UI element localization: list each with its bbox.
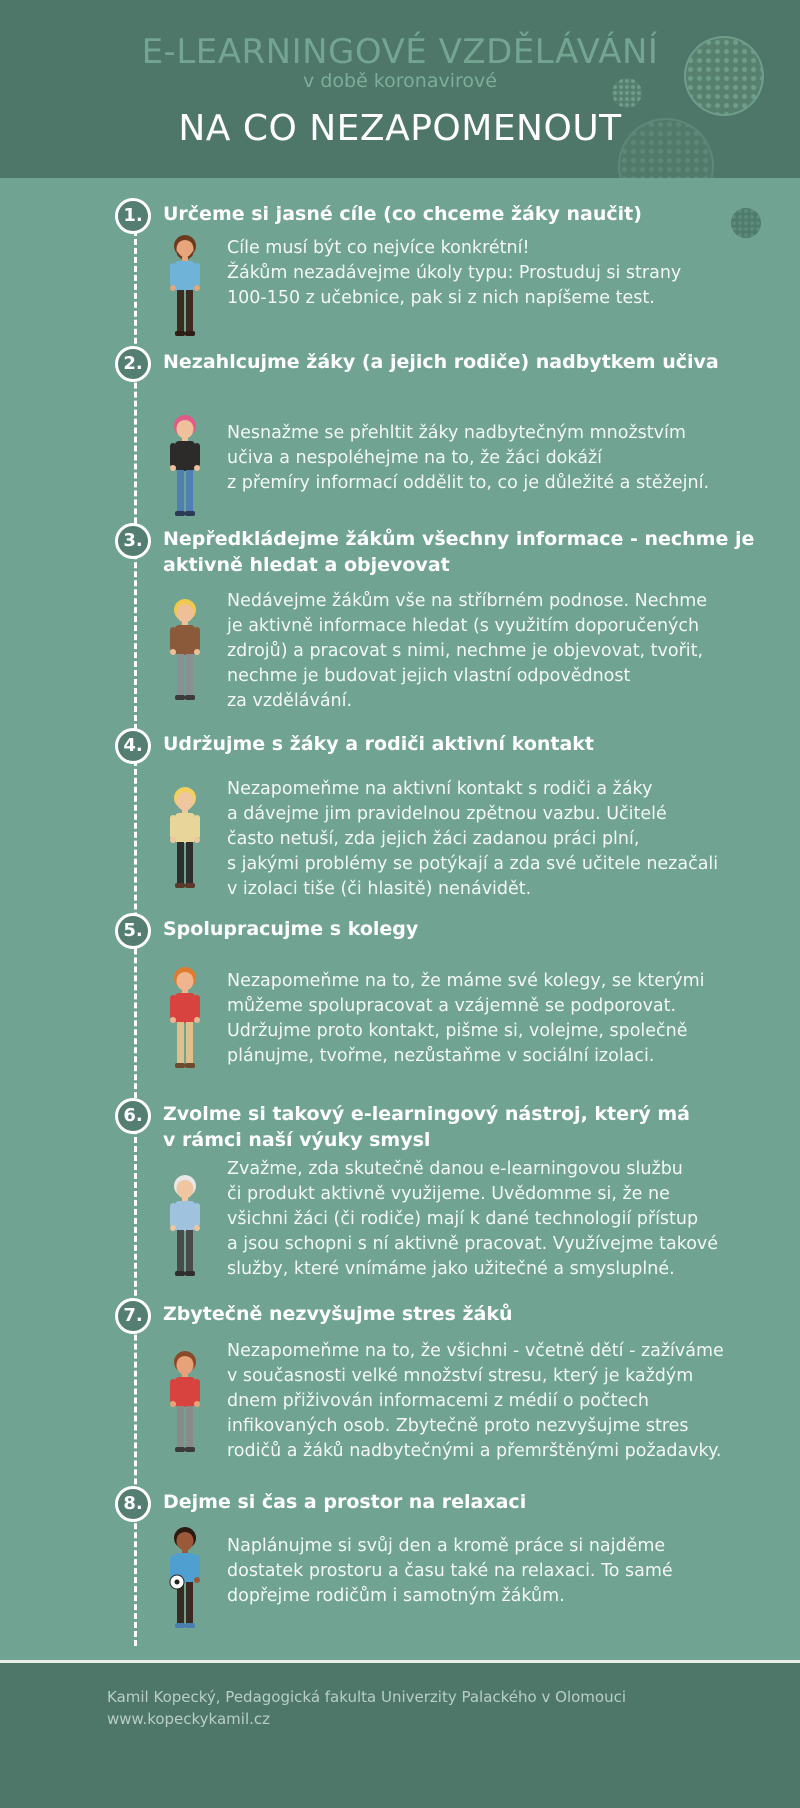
- step-title-line: Nepředkládejme žákům všechny informace - nechme je: [163, 528, 755, 550]
- step-description-line: Naplánujme si svůj den a kromě práce si najděme: [227, 1536, 666, 1556]
- step-title-line: Spolupracujme s kolegy: [163, 918, 419, 940]
- step-number-badge: 2.: [115, 346, 151, 382]
- step-description-line: s jakými problémy se potýkají a zda své učitele nezačali: [227, 854, 719, 874]
- person-torso: [175, 261, 195, 291]
- footer-website-link[interactable]: www.kopeckykamil.cz: [107, 1710, 271, 1728]
- header-main-title: NA CO NEZAPOMENOUT: [178, 108, 622, 149]
- step-title-line: Udržujme s žáky a rodiči aktivní kontakt: [163, 733, 595, 755]
- step-number-badge: 7.: [115, 1298, 151, 1334]
- person-hand-right: [194, 649, 200, 655]
- step-description: [227, 421, 787, 496]
- step-description-line: z přemíry informací oddělit to, co je důležité a stěžejní.: [227, 473, 710, 493]
- step-description: [227, 969, 787, 1069]
- step-description: [227, 1157, 787, 1282]
- person-shoe-right: [185, 331, 195, 336]
- person-shoe-right: [185, 695, 195, 700]
- step-title: [163, 201, 783, 227]
- step-number-badge: 6.: [115, 1098, 151, 1134]
- person-arm-right: [194, 263, 200, 287]
- person-hand-right: [194, 1401, 200, 1407]
- person-leg-right: [186, 842, 193, 884]
- person-shoe-left: [175, 695, 185, 700]
- person-hand-right: [194, 465, 200, 471]
- person-shoe-left: [175, 1271, 185, 1276]
- step-description-line: Nezapomeňme na aktivní kontakt s rodiči a žáky: [227, 779, 653, 799]
- person-illustration: [167, 1526, 203, 1634]
- step-description-line: v současnosti velké množství stresu, který je každým: [227, 1366, 694, 1386]
- step-title-line: Zvolme si takový e-learningový nástroj, který má: [163, 1103, 690, 1125]
- step-description-line: Udržujme proto kontakt, pišme si, volejme, společně: [227, 1021, 688, 1041]
- person-arm-right: [194, 815, 200, 839]
- person-hand-right: [194, 1225, 200, 1231]
- step-title: [163, 1489, 783, 1515]
- step-description-line: plánujme, tvořme, nezůstaňme v sociální izolaci.: [227, 1046, 655, 1066]
- header-subtitle: v době koronavirové: [303, 70, 497, 92]
- step-description: [227, 589, 787, 714]
- step-number-badge: 4.: [115, 728, 151, 764]
- step-number-badge: 3.: [115, 523, 151, 559]
- person-arm-right: [194, 1203, 200, 1227]
- step-description: [227, 777, 787, 902]
- person-illustration: [167, 1350, 203, 1458]
- step-title-line: Dejme si čas a prostor na relaxaci: [163, 1491, 527, 1513]
- person-shoe-left: [175, 883, 185, 888]
- step-number-badge: 1.: [115, 198, 151, 234]
- person-leg-left: [177, 1406, 184, 1448]
- person-arm-left: [170, 263, 176, 287]
- person-leg-left: [177, 654, 184, 696]
- step-description-line: dnem přiživován informacemi z médií o počtech: [227, 1391, 649, 1411]
- footer-author: Kamil Kopecký, Pedagogická fakulta Univerzity Palackého v Olomouci: [107, 1688, 626, 1706]
- person-leg-right: [186, 654, 193, 696]
- step-description-line: infikovaných osob. Zbytečně proto nezvyšujme stres: [227, 1416, 689, 1436]
- person-illustration: [167, 786, 203, 894]
- person-shoe-right: [185, 511, 195, 516]
- step-description: [227, 1534, 787, 1609]
- person-face: [177, 604, 194, 623]
- person-hand-left: [170, 649, 176, 655]
- person-hand-left: [170, 1017, 176, 1023]
- step-number-badge: 8.: [115, 1486, 151, 1522]
- person-hand-right: [194, 1017, 200, 1023]
- person-torso: [175, 1377, 195, 1407]
- step-title: [163, 349, 783, 375]
- person-arm-left: [170, 1379, 176, 1403]
- person-torso: [175, 441, 195, 471]
- step-description-line: v izolaci tiše (či hlasitě) nenávidět.: [227, 879, 532, 899]
- step-title: [163, 1301, 783, 1327]
- person-face: [177, 1532, 194, 1551]
- step-title-line: Nezahlcujme žáky (a jejich rodiče) nadbytkem učiva: [163, 351, 719, 373]
- person-shoe-left: [175, 331, 185, 336]
- header: [0, 0, 800, 178]
- person-shoe-left: [175, 1623, 185, 1628]
- step-description-line: služby, které vnímáme jako užitečné a smysluplné.: [227, 1259, 675, 1279]
- header-title: E-LEARNINGOVÉ VZDĚLÁVÁNÍ: [141, 32, 659, 72]
- step-description-line: učiva a nespoléhejme na to, že žáci dokáží: [227, 448, 602, 468]
- person-arm-right: [194, 995, 200, 1019]
- person-illustration: [167, 1174, 203, 1282]
- person-leg-left: [177, 1230, 184, 1272]
- person-shoe-right: [185, 1447, 195, 1452]
- person-leg-left: [177, 1022, 184, 1064]
- step-title-line: v rámci naší výuky smysl: [163, 1129, 431, 1151]
- step-description-line: Nezapomeňme na to, že máme své kolegy, se kterými: [227, 971, 705, 991]
- person-shoe-right: [185, 1271, 195, 1276]
- person-face: [177, 792, 194, 811]
- person-shoe-right: [185, 1623, 195, 1628]
- person-hand-left: [170, 465, 176, 471]
- step-description-line: a dávejme jim pravidelnou zpětnou vazbu. Učitelé: [227, 804, 667, 824]
- person-arm-right: [194, 627, 200, 651]
- person-shoe-right: [185, 1063, 195, 1068]
- person-shoe-left: [175, 1063, 185, 1068]
- step-description-line: zdrojů) a pracovat s nimi, nechme je objevovat, tvořit,: [227, 641, 704, 661]
- person-leg-right: [186, 1022, 193, 1064]
- person-illustration: [167, 234, 203, 342]
- step-description-line: či produkt aktivně využijeme. Uvědomme si, že ne: [227, 1184, 670, 1204]
- person-hand-left: [170, 1401, 176, 1407]
- person-shoe-left: [175, 1447, 185, 1452]
- step-description-line: dopřejme rodičům i samotným žákům.: [227, 1586, 565, 1606]
- person-torso: [175, 813, 195, 843]
- person-shoe-left: [175, 511, 185, 516]
- step-number-badge: 5.: [115, 913, 151, 949]
- step-title-line: Zbytečně nezvyšujme stres žáků: [163, 1303, 513, 1325]
- person-arm-left: [170, 1203, 176, 1227]
- step-description-line: Nezapomeňme na to, že všichni - včetně dětí - zažíváme: [227, 1341, 724, 1361]
- person-hand-right: [194, 837, 200, 843]
- person-hand-right: [194, 1577, 200, 1583]
- person-leg-right: [186, 1406, 193, 1448]
- person-illustration: [167, 598, 203, 706]
- person-shoe-right: [185, 883, 195, 888]
- step-title-line: Určeme si jasné cíle (co chceme žáky naučit): [163, 203, 642, 225]
- person-torso: [175, 625, 195, 655]
- person-illustration: [167, 966, 203, 1074]
- person-leg-left: [177, 470, 184, 512]
- step-description-line: Nedávejme žákům vše na stříbrném podnose. Nechme: [227, 591, 708, 611]
- main-content: [0, 178, 800, 1660]
- step-description-line: a jsou schopni s ní aktivně pracovat. Využívejme takové: [227, 1234, 719, 1254]
- step-description-line: je aktivně informace hledat (s využitím doporučených: [227, 616, 700, 636]
- step-description: [227, 1339, 787, 1464]
- step-description-line: Zvažme, zda skutečně danou e-learningovou službu: [227, 1159, 683, 1179]
- person-hand-left: [170, 837, 176, 843]
- step-description-line: 100-150 z učebnice, pak si z nich napíšeme test.: [227, 288, 655, 308]
- step-title: [163, 731, 783, 757]
- person-hand-left: [170, 285, 176, 291]
- person-leg-right: [186, 1582, 193, 1624]
- step-title: [163, 916, 783, 942]
- person-hand-left: [170, 1225, 176, 1231]
- step-description-line: dostatek prostoru a času také na relaxaci. To samé: [227, 1561, 673, 1581]
- step-title: [163, 1101, 783, 1153]
- step-description-line: Žákům nezadávejme úkoly typu: Prostuduj si strany: [227, 263, 682, 283]
- step-description-line: všichni žáci (či rodiče) mají k dané technologií přístup: [227, 1209, 699, 1229]
- step-description-line: často netuší, zda jejich žáci zadanou práci plní,: [227, 829, 640, 849]
- person-leg-right: [186, 470, 193, 512]
- footer: [0, 1663, 800, 1808]
- person-arm-left: [170, 815, 176, 839]
- step-description-line: za vzdělávání.: [227, 691, 353, 711]
- person-arm-right: [194, 443, 200, 467]
- step-description-line: Nesnažme se přehltit žáky nadbytečným množstvím: [227, 423, 686, 443]
- person-torso: [175, 1201, 195, 1231]
- person-leg-right: [186, 1230, 193, 1272]
- person-face: [177, 1180, 194, 1199]
- person-leg-right: [186, 290, 193, 332]
- person-leg-left: [177, 290, 184, 332]
- step-description-line: rodičů a žáků nadbytečnými a přemrštěnými požadavky.: [227, 1441, 722, 1461]
- person-hand-right: [194, 285, 200, 291]
- person-leg-left: [177, 842, 184, 884]
- step-description-line: můžeme spolupracovat a vzájemně se podporovat.: [227, 996, 677, 1016]
- ball-icon-patch: [175, 1580, 180, 1585]
- person-arm-right: [194, 1379, 200, 1403]
- person-illustration: [167, 414, 203, 522]
- person-face: [177, 972, 194, 991]
- step-title: [163, 526, 783, 578]
- person-face: [177, 420, 194, 439]
- person-arm-left: [170, 443, 176, 467]
- person-arm-left: [170, 627, 176, 651]
- person-torso: [175, 993, 195, 1023]
- step-description: [227, 236, 787, 311]
- person-arm-right: [194, 1555, 200, 1579]
- step-description-line: nechme je budovat jejich vlastní odpovědnost: [227, 666, 631, 686]
- step-title-line: aktivně hledat a objevovat: [163, 554, 450, 576]
- step-description-line: Cíle musí být co nejvíce konkrétní!: [227, 238, 530, 258]
- person-face: [177, 1356, 194, 1375]
- person-arm-left: [170, 995, 176, 1019]
